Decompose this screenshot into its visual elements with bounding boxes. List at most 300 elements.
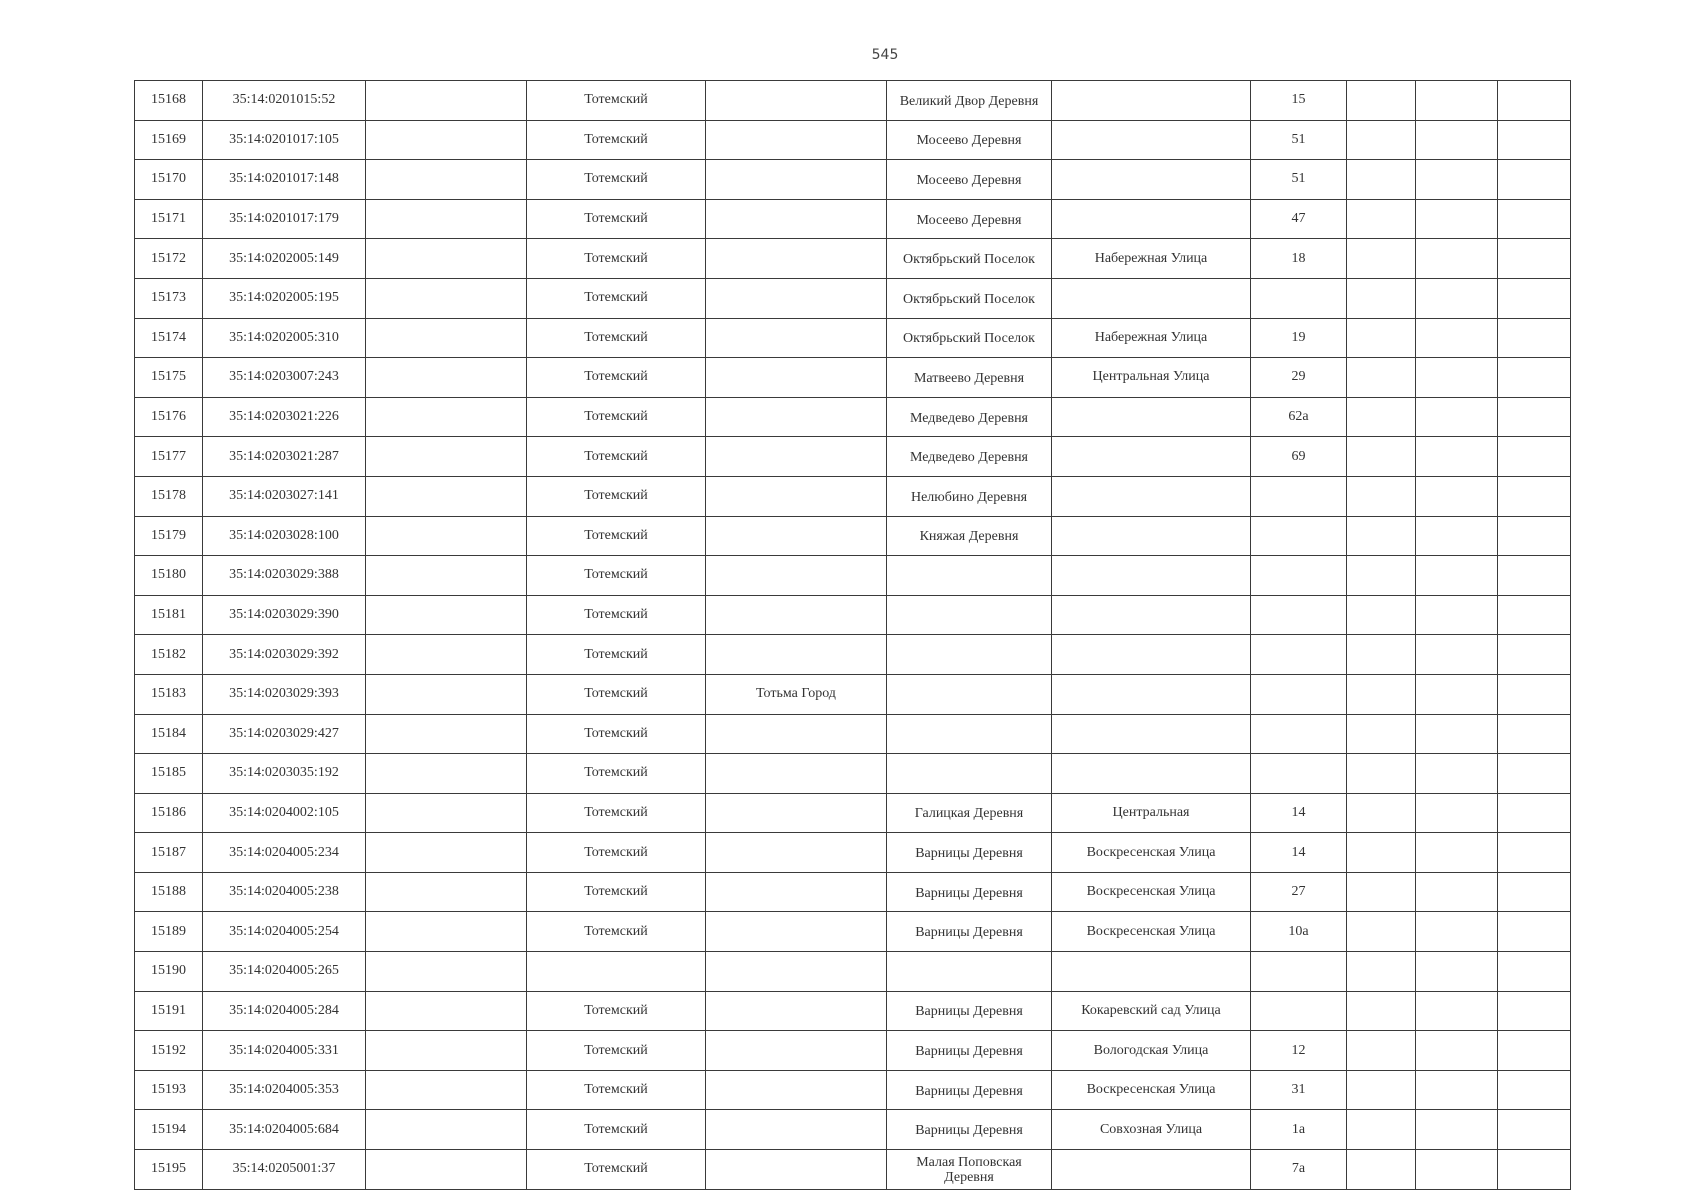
house-number-cell: 19 xyxy=(1251,318,1347,358)
extra-column-1-cell xyxy=(1347,595,1416,635)
house-number-cell: 14 xyxy=(1251,793,1347,833)
row-number-cell: 15171 xyxy=(135,199,203,239)
settlement-cell xyxy=(887,674,1052,714)
city-cell xyxy=(706,516,887,556)
cadastral-number-cell: 35:14:0204005:254 xyxy=(203,912,366,952)
city-cell xyxy=(706,1070,887,1110)
house-number-cell: 12 xyxy=(1251,1031,1347,1071)
blank-column-cell xyxy=(366,754,527,794)
extra-column-1-cell xyxy=(1347,952,1416,992)
blank-column-cell xyxy=(366,397,527,437)
house-number-cell xyxy=(1251,674,1347,714)
district-cell: Тотемский xyxy=(527,239,706,279)
district-cell: Тотемский xyxy=(527,358,706,398)
page-number: 545 xyxy=(871,47,899,63)
district-cell: Тотемский xyxy=(527,516,706,556)
district-cell: Тотемский xyxy=(527,318,706,358)
extra-column-1-cell xyxy=(1347,120,1416,160)
extra-column-1-cell xyxy=(1347,833,1416,873)
street-cell: Воскресенская Улица xyxy=(1052,833,1251,873)
extra-column-1-cell xyxy=(1347,318,1416,358)
city-cell xyxy=(706,358,887,398)
house-number-cell: 14 xyxy=(1251,833,1347,873)
extra-column-1-cell xyxy=(1347,754,1416,794)
extra-column-1-cell xyxy=(1347,358,1416,398)
house-number-cell xyxy=(1251,476,1347,516)
extra-column-1-cell xyxy=(1347,160,1416,200)
table-row xyxy=(135,714,1571,754)
house-number-cell: 15 xyxy=(1251,81,1347,121)
house-number-cell: 29 xyxy=(1251,358,1347,398)
street-cell xyxy=(1052,199,1251,239)
table-row xyxy=(135,635,1571,675)
extra-column-3-cell xyxy=(1498,1070,1571,1110)
house-number-cell xyxy=(1251,278,1347,318)
city-cell xyxy=(706,595,887,635)
extra-column-1-cell xyxy=(1347,556,1416,596)
house-number-cell: 51 xyxy=(1251,120,1347,160)
city-cell xyxy=(706,1031,887,1071)
district-cell: Тотемский xyxy=(527,120,706,160)
extra-column-1-cell xyxy=(1347,278,1416,318)
settlement-cell: Варницы Деревня xyxy=(887,991,1052,1031)
extra-column-3-cell xyxy=(1498,120,1571,160)
city-cell: Тотьма Город xyxy=(706,674,887,714)
settlement-cell: Медведево Деревня xyxy=(887,437,1052,477)
table-row xyxy=(135,754,1571,794)
cadastral-number-cell: 35:14:0203028:100 xyxy=(203,516,366,556)
table-row xyxy=(135,595,1571,635)
street-cell xyxy=(1052,81,1251,121)
extra-column-3-cell xyxy=(1498,239,1571,279)
cadastral-number-cell: 35:14:0203035:192 xyxy=(203,754,366,794)
street-cell: Воскресенская Улица xyxy=(1052,872,1251,912)
blank-column-cell xyxy=(366,793,527,833)
settlement-cell: Варницы Деревня xyxy=(887,1031,1052,1071)
row-number-cell: 15176 xyxy=(135,397,203,437)
blank-column-cell xyxy=(366,160,527,200)
row-number-cell: 15191 xyxy=(135,991,203,1031)
extra-column-3-cell xyxy=(1498,556,1571,596)
extra-column-2-cell xyxy=(1416,318,1498,358)
extra-column-1-cell xyxy=(1347,674,1416,714)
cadastral-number-cell: 35:14:0202005:195 xyxy=(203,278,366,318)
cadastral-number-cell: 35:14:0203021:226 xyxy=(203,397,366,437)
street-cell xyxy=(1052,397,1251,437)
row-number-cell: 15185 xyxy=(135,754,203,794)
settlement-cell xyxy=(887,556,1052,596)
extra-column-3-cell xyxy=(1498,595,1571,635)
extra-column-1-cell xyxy=(1347,199,1416,239)
table-row xyxy=(135,793,1571,833)
settlement-cell: Медведево Деревня xyxy=(887,397,1052,437)
table-row xyxy=(135,872,1571,912)
table-row xyxy=(135,437,1571,477)
house-number-cell xyxy=(1251,714,1347,754)
street-cell xyxy=(1052,595,1251,635)
street-cell: Совхозная Улица xyxy=(1052,1110,1251,1150)
row-number-cell: 15187 xyxy=(135,833,203,873)
cadastral-number-cell: 35:14:0203029:392 xyxy=(203,635,366,675)
district-cell: Тотемский xyxy=(527,81,706,121)
extra-column-1-cell xyxy=(1347,1070,1416,1110)
district-cell: Тотемский xyxy=(527,595,706,635)
settlement-cell: Октябрьский Поселок xyxy=(887,318,1052,358)
city-cell xyxy=(706,81,887,121)
extra-column-3-cell xyxy=(1498,81,1571,121)
blank-column-cell xyxy=(366,437,527,477)
cadastral-number-cell: 35:14:0201017:179 xyxy=(203,199,366,239)
extra-column-3-cell xyxy=(1498,754,1571,794)
table-row xyxy=(135,1110,1571,1150)
city-cell xyxy=(706,120,887,160)
extra-column-2-cell xyxy=(1416,556,1498,596)
extra-column-2-cell xyxy=(1416,516,1498,556)
extra-column-3-cell xyxy=(1498,278,1571,318)
table-row xyxy=(135,476,1571,516)
table-row xyxy=(135,120,1571,160)
row-number-cell: 15175 xyxy=(135,358,203,398)
extra-column-1-cell xyxy=(1347,872,1416,912)
district-cell: Тотемский xyxy=(527,199,706,239)
extra-column-2-cell xyxy=(1416,912,1498,952)
district-cell: Тотемский xyxy=(527,437,706,477)
street-cell xyxy=(1052,714,1251,754)
city-cell xyxy=(706,793,887,833)
extra-column-2-cell xyxy=(1416,199,1498,239)
district-cell: Тотемский xyxy=(527,714,706,754)
blank-column-cell xyxy=(366,199,527,239)
extra-column-3-cell xyxy=(1498,199,1571,239)
house-number-cell: 1а xyxy=(1251,1110,1347,1150)
extra-column-2-cell xyxy=(1416,120,1498,160)
city-cell xyxy=(706,952,887,992)
table-row xyxy=(135,278,1571,318)
cadastral-number-cell: 35:14:0203029:390 xyxy=(203,595,366,635)
row-number-cell: 15184 xyxy=(135,714,203,754)
extra-column-2-cell xyxy=(1416,397,1498,437)
cadastral-number-cell: 35:14:0202005:149 xyxy=(203,239,366,279)
blank-column-cell xyxy=(366,714,527,754)
table-row xyxy=(135,1150,1571,1190)
extra-column-2-cell xyxy=(1416,476,1498,516)
cadastral-number-cell: 35:14:0204005:353 xyxy=(203,1070,366,1110)
district-cell: Тотемский xyxy=(527,912,706,952)
extra-column-3-cell xyxy=(1498,952,1571,992)
row-number-cell: 15190 xyxy=(135,952,203,992)
table-row xyxy=(135,199,1571,239)
extra-column-3-cell xyxy=(1498,912,1571,952)
row-number-cell: 15168 xyxy=(135,81,203,121)
blank-column-cell xyxy=(366,912,527,952)
street-cell: Набережная Улица xyxy=(1052,239,1251,279)
cadastral-number-cell: 35:14:0203027:141 xyxy=(203,476,366,516)
settlement-cell: Мосеево Деревня xyxy=(887,199,1052,239)
blank-column-cell xyxy=(366,595,527,635)
city-cell xyxy=(706,833,887,873)
cadastral-number-cell: 35:14:0204005:331 xyxy=(203,1031,366,1071)
cadastral-number-cell: 35:14:0204005:684 xyxy=(203,1110,366,1150)
extra-column-1-cell xyxy=(1347,516,1416,556)
extra-column-2-cell xyxy=(1416,793,1498,833)
table-row xyxy=(135,556,1571,596)
extra-column-2-cell xyxy=(1416,81,1498,121)
blank-column-cell xyxy=(366,358,527,398)
district-cell: Тотемский xyxy=(527,397,706,437)
house-number-cell: 69 xyxy=(1251,437,1347,477)
district-cell: Тотемский xyxy=(527,674,706,714)
settlement-cell xyxy=(887,635,1052,675)
row-number-cell: 15174 xyxy=(135,318,203,358)
extra-column-2-cell xyxy=(1416,635,1498,675)
street-cell xyxy=(1052,476,1251,516)
row-number-cell: 15186 xyxy=(135,793,203,833)
settlement-cell: Мосеево Деревня xyxy=(887,160,1052,200)
house-number-cell: 47 xyxy=(1251,199,1347,239)
row-number-cell: 15180 xyxy=(135,556,203,596)
extra-column-2-cell xyxy=(1416,595,1498,635)
city-cell xyxy=(706,318,887,358)
extra-column-3-cell xyxy=(1498,1031,1571,1071)
settlement-cell: Варницы Деревня xyxy=(887,1110,1052,1150)
district-cell: Тотемский xyxy=(527,872,706,912)
extra-column-3-cell xyxy=(1498,1110,1571,1150)
house-number-cell xyxy=(1251,952,1347,992)
table-row xyxy=(135,833,1571,873)
extra-column-3-cell xyxy=(1498,833,1571,873)
blank-column-cell xyxy=(366,952,527,992)
row-number-cell: 15195 xyxy=(135,1150,203,1190)
city-cell xyxy=(706,437,887,477)
extra-column-1-cell xyxy=(1347,793,1416,833)
extra-column-2-cell xyxy=(1416,674,1498,714)
district-cell: Тотемский xyxy=(527,476,706,516)
row-number-cell: 15182 xyxy=(135,635,203,675)
blank-column-cell xyxy=(366,516,527,556)
district-cell: Тотемский xyxy=(527,1150,706,1190)
row-number-cell: 15193 xyxy=(135,1070,203,1110)
blank-column-cell xyxy=(366,1031,527,1071)
street-cell xyxy=(1052,1150,1251,1190)
blank-column-cell xyxy=(366,1150,527,1190)
city-cell xyxy=(706,754,887,794)
extra-column-1-cell xyxy=(1347,714,1416,754)
registry-table xyxy=(134,80,1571,1190)
extra-column-2-cell xyxy=(1416,1070,1498,1110)
row-number-cell: 15179 xyxy=(135,516,203,556)
extra-column-2-cell xyxy=(1416,872,1498,912)
extra-column-2-cell xyxy=(1416,1031,1498,1071)
extra-column-3-cell xyxy=(1498,437,1571,477)
table-row xyxy=(135,397,1571,437)
settlement-cell: Княжая Деревня xyxy=(887,516,1052,556)
extra-column-2-cell xyxy=(1416,278,1498,318)
extra-column-3-cell xyxy=(1498,674,1571,714)
table-row xyxy=(135,358,1571,398)
cadastral-number-cell: 35:14:0203029:427 xyxy=(203,714,366,754)
city-cell xyxy=(706,476,887,516)
extra-column-2-cell xyxy=(1416,239,1498,279)
city-cell xyxy=(706,635,887,675)
extra-column-3-cell xyxy=(1498,358,1571,398)
settlement-cell: Малая Поповская Деревня xyxy=(887,1150,1052,1190)
registry-table-body xyxy=(135,81,1571,1190)
blank-column-cell xyxy=(366,833,527,873)
cadastral-number-cell: 35:14:0202005:310 xyxy=(203,318,366,358)
extra-column-2-cell xyxy=(1416,160,1498,200)
settlement-cell: Варницы Деревня xyxy=(887,872,1052,912)
street-cell: Центральная xyxy=(1052,793,1251,833)
house-number-cell xyxy=(1251,516,1347,556)
table-row xyxy=(135,516,1571,556)
extra-column-2-cell xyxy=(1416,833,1498,873)
cadastral-number-cell: 35:14:0203007:243 xyxy=(203,358,366,398)
district-cell: Тотемский xyxy=(527,793,706,833)
table-row xyxy=(135,1070,1571,1110)
extra-column-3-cell xyxy=(1498,397,1571,437)
house-number-cell xyxy=(1251,556,1347,596)
settlement-cell: Октябрьский Поселок xyxy=(887,278,1052,318)
cadastral-number-cell: 35:14:0205001:37 xyxy=(203,1150,366,1190)
cadastral-number-cell: 35:14:0204005:234 xyxy=(203,833,366,873)
street-cell xyxy=(1052,516,1251,556)
extra-column-1-cell xyxy=(1347,476,1416,516)
house-number-cell xyxy=(1251,754,1347,794)
table-row xyxy=(135,239,1571,279)
city-cell xyxy=(706,278,887,318)
settlement-cell: Великий Двор Деревня xyxy=(887,81,1052,121)
settlement-cell: Матвеево Деревня xyxy=(887,358,1052,398)
street-cell xyxy=(1052,952,1251,992)
cadastral-number-cell: 35:14:0203021:287 xyxy=(203,437,366,477)
district-cell: Тотемский xyxy=(527,754,706,794)
extra-column-2-cell xyxy=(1416,714,1498,754)
settlement-cell xyxy=(887,714,1052,754)
city-cell xyxy=(706,160,887,200)
extra-column-2-cell xyxy=(1416,952,1498,992)
house-number-cell: 10а xyxy=(1251,912,1347,952)
extra-column-3-cell xyxy=(1498,516,1571,556)
cadastral-number-cell: 35:14:0204005:284 xyxy=(203,991,366,1031)
extra-column-2-cell xyxy=(1416,991,1498,1031)
settlement-cell xyxy=(887,595,1052,635)
extra-column-1-cell xyxy=(1347,81,1416,121)
house-number-cell xyxy=(1251,595,1347,635)
settlement-cell: Варницы Деревня xyxy=(887,833,1052,873)
table-row xyxy=(135,674,1571,714)
street-cell: Воскресенская Улица xyxy=(1052,912,1251,952)
extra-column-3-cell xyxy=(1498,714,1571,754)
extra-column-2-cell xyxy=(1416,1150,1498,1190)
house-number-cell: 31 xyxy=(1251,1070,1347,1110)
extra-column-1-cell xyxy=(1347,991,1416,1031)
extra-column-2-cell xyxy=(1416,1110,1498,1150)
blank-column-cell xyxy=(366,239,527,279)
extra-column-2-cell xyxy=(1416,754,1498,794)
blank-column-cell xyxy=(366,991,527,1031)
city-cell xyxy=(706,199,887,239)
row-number-cell: 15194 xyxy=(135,1110,203,1150)
cadastral-number-cell: 35:14:0204005:265 xyxy=(203,952,366,992)
extra-column-3-cell xyxy=(1498,635,1571,675)
settlement-cell xyxy=(887,952,1052,992)
blank-column-cell xyxy=(366,1110,527,1150)
settlement-cell xyxy=(887,754,1052,794)
city-cell xyxy=(706,397,887,437)
extra-column-3-cell xyxy=(1498,793,1571,833)
settlement-cell: Мосеево Деревня xyxy=(887,120,1052,160)
row-number-cell: 15189 xyxy=(135,912,203,952)
row-number-cell: 15173 xyxy=(135,278,203,318)
street-cell xyxy=(1052,556,1251,596)
district-cell: Тотемский xyxy=(527,833,706,873)
house-number-cell xyxy=(1251,635,1347,675)
city-cell xyxy=(706,239,887,279)
cadastral-number-cell: 35:14:0201017:148 xyxy=(203,160,366,200)
row-number-cell: 15169 xyxy=(135,120,203,160)
district-cell: Тотемский xyxy=(527,991,706,1031)
blank-column-cell xyxy=(366,278,527,318)
row-number-cell: 15177 xyxy=(135,437,203,477)
extra-column-1-cell xyxy=(1347,635,1416,675)
blank-column-cell xyxy=(366,81,527,121)
street-cell xyxy=(1052,160,1251,200)
street-cell xyxy=(1052,278,1251,318)
blank-column-cell xyxy=(366,120,527,160)
street-cell xyxy=(1052,635,1251,675)
street-cell: Вологодская Улица xyxy=(1052,1031,1251,1071)
row-number-cell: 15181 xyxy=(135,595,203,635)
street-cell: Воскресенская Улица xyxy=(1052,1070,1251,1110)
house-number-cell xyxy=(1251,991,1347,1031)
cadastral-number-cell: 35:14:0204005:238 xyxy=(203,872,366,912)
cadastral-number-cell: 35:14:0203029:393 xyxy=(203,674,366,714)
row-number-cell: 15183 xyxy=(135,674,203,714)
street-cell: Кокаревский сад Улица xyxy=(1052,991,1251,1031)
row-number-cell: 15172 xyxy=(135,239,203,279)
blank-column-cell xyxy=(366,674,527,714)
cadastral-number-cell: 35:14:0201015:52 xyxy=(203,81,366,121)
extra-column-3-cell xyxy=(1498,318,1571,358)
street-cell xyxy=(1052,674,1251,714)
row-number-cell: 15170 xyxy=(135,160,203,200)
district-cell: Тотемский xyxy=(527,278,706,318)
house-number-cell: 27 xyxy=(1251,872,1347,912)
street-cell: Набережная Улица xyxy=(1052,318,1251,358)
settlement-cell: Галицкая Деревня xyxy=(887,793,1052,833)
street-cell xyxy=(1052,120,1251,160)
cadastral-number-cell: 35:14:0201017:105 xyxy=(203,120,366,160)
extra-column-1-cell xyxy=(1347,239,1416,279)
extra-column-3-cell xyxy=(1498,476,1571,516)
table-row xyxy=(135,160,1571,200)
house-number-cell: 51 xyxy=(1251,160,1347,200)
extra-column-1-cell xyxy=(1347,437,1416,477)
street-cell xyxy=(1052,754,1251,794)
district-cell: Тотемский xyxy=(527,556,706,596)
row-number-cell: 15192 xyxy=(135,1031,203,1071)
extra-column-3-cell xyxy=(1498,1150,1571,1190)
district-cell xyxy=(527,952,706,992)
extra-column-1-cell xyxy=(1347,912,1416,952)
extra-column-2-cell xyxy=(1416,358,1498,398)
extra-column-1-cell xyxy=(1347,1150,1416,1190)
row-number-cell: 15188 xyxy=(135,872,203,912)
extra-column-3-cell xyxy=(1498,160,1571,200)
city-cell xyxy=(706,556,887,596)
table-row xyxy=(135,318,1571,358)
extra-column-1-cell xyxy=(1347,1110,1416,1150)
